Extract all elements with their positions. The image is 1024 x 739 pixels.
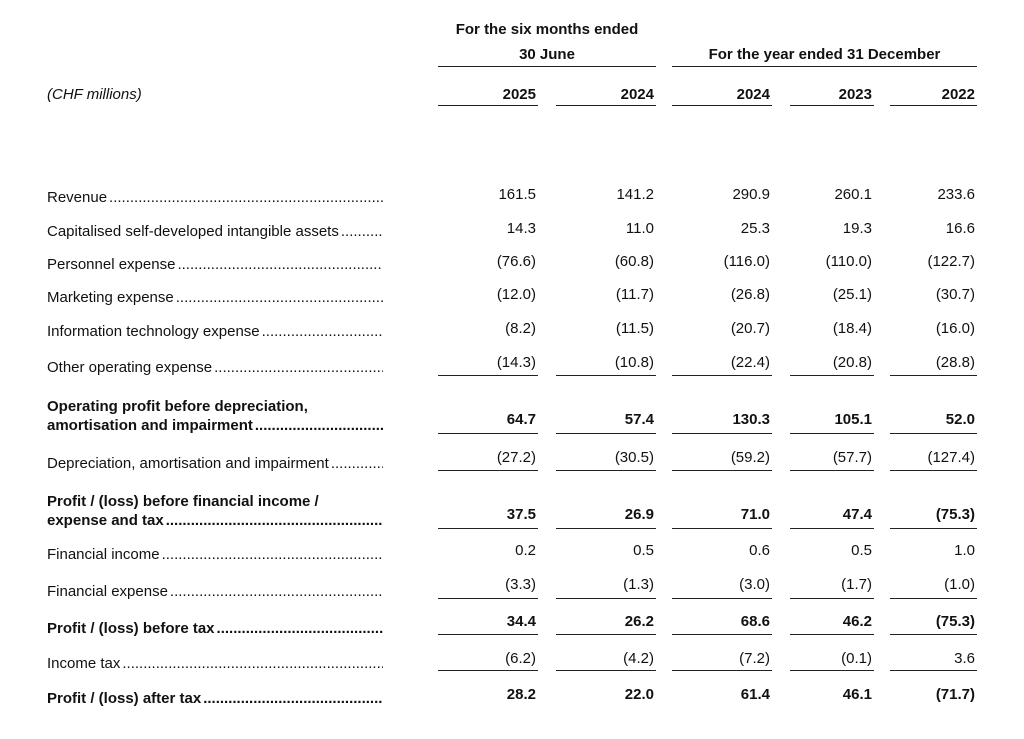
cell: 0.2 — [515, 542, 536, 559]
cell: (7.2) — [739, 650, 770, 667]
cell: 46.1 — [842, 686, 872, 703]
subtotal-rule — [438, 528, 538, 529]
year-rule — [556, 105, 656, 106]
row-label-capitalised-intangibles: Capitalised self-developed intangible assets ..... — [47, 222, 383, 241]
cell: 290.9 — [732, 186, 770, 203]
row-label-profit-after-tax: Profit / (loss) after tax ..... — [47, 689, 383, 708]
cell: (8.2) — [505, 320, 536, 337]
cell: (60.8) — [614, 253, 654, 270]
subtotal-rule — [790, 528, 874, 529]
row-label-financial-expense: Financial expense ..... — [47, 582, 383, 601]
subtotal-rule — [890, 470, 977, 471]
cell: (14.3) — [496, 354, 536, 371]
subtotal-rule — [672, 433, 772, 434]
cell: (110.0) — [825, 253, 872, 270]
cell: 141.2 — [616, 186, 654, 203]
subtotal-rule — [438, 433, 538, 434]
cell: 64.7 — [506, 411, 536, 428]
cell: 37.5 — [506, 506, 536, 523]
cell: 260.1 — [834, 186, 872, 203]
cell: 52.0 — [945, 411, 975, 428]
cell: (30.7) — [935, 286, 975, 303]
subtotal-rule — [790, 433, 874, 434]
cell: (12.0) — [496, 286, 536, 303]
cell: (20.8) — [832, 354, 872, 371]
subtotal-rule — [556, 598, 656, 599]
year-ended-header-rule — [672, 66, 977, 67]
cell: (3.3) — [505, 576, 536, 593]
subtotal-rule — [790, 375, 874, 376]
cell: (3.0) — [739, 576, 770, 593]
cell: (1.3) — [623, 576, 654, 593]
cell: (26.8) — [730, 286, 770, 303]
units-label: (CHF millions) — [47, 86, 142, 103]
cell: 161.5 — [498, 186, 536, 203]
row-label-operating-profit-line2: amortisation and impairment ..... — [47, 416, 383, 435]
cell: (20.7) — [730, 320, 770, 337]
subtotal-rule — [790, 598, 874, 599]
row-label-operating-profit-line1: Operating profit before depreciation, — [47, 398, 308, 415]
year-rule — [438, 105, 538, 106]
cell: (59.2) — [730, 449, 770, 466]
cell: (30.5) — [614, 449, 654, 466]
cell: 28.2 — [506, 686, 536, 703]
cell: 26.2 — [624, 613, 654, 630]
cell: (1.0) — [944, 576, 975, 593]
cell: 68.6 — [740, 613, 770, 630]
cell: (27.2) — [496, 449, 536, 466]
subtotal-rule — [556, 634, 656, 635]
cell: (57.7) — [832, 449, 872, 466]
subtotal-rule — [438, 670, 538, 671]
cell: 71.0 — [740, 506, 770, 523]
cell: (71.7) — [935, 686, 975, 703]
cell: 105.1 — [834, 411, 872, 428]
year-header-2024-h1: 2024 — [620, 86, 654, 103]
subtotal-rule — [790, 670, 874, 671]
cell: (75.3) — [935, 613, 975, 630]
cell: 22.0 — [624, 686, 654, 703]
cell: 14.3 — [506, 220, 536, 237]
cell: 130.3 — [732, 411, 770, 428]
row-label-revenue: Revenue ..... — [47, 188, 383, 207]
subtotal-rule — [556, 470, 656, 471]
six-months-header-rule — [438, 66, 656, 67]
row-label-marketing-expense: Marketing expense ..... — [47, 288, 383, 307]
cell: (122.7) — [927, 253, 975, 270]
row-label-profit-before-tax: Profit / (loss) before tax ..... — [47, 619, 383, 638]
subtotal-rule — [890, 598, 977, 599]
year-header-2022-fy: 2022 — [941, 86, 975, 103]
cell: (11.5) — [615, 320, 654, 337]
subtotal-rule — [556, 433, 656, 434]
cell: (116.0) — [723, 253, 770, 270]
cell: 19.3 — [842, 220, 872, 237]
cell: (76.6) — [496, 253, 536, 270]
cell: (0.1) — [841, 650, 872, 667]
cell: (28.8) — [935, 354, 975, 371]
row-label-profit-before-financial-line1: Profit / (loss) before financial income / — [47, 493, 319, 510]
year-header-2023-fy: 2023 — [838, 86, 872, 103]
cell: 233.6 — [937, 186, 975, 203]
row-label-income-tax: Income tax ..... — [47, 654, 383, 673]
row-label-it-expense: Information technology expense ..... — [47, 322, 383, 341]
year-rule — [672, 105, 772, 106]
cell: (11.7) — [615, 286, 654, 303]
subtotal-rule — [672, 470, 772, 471]
six-months-header-line2: 30 June — [519, 46, 575, 63]
subtotal-rule — [438, 598, 538, 599]
subtotal-rule — [438, 375, 538, 376]
year-rule — [890, 105, 977, 106]
cell: (6.2) — [505, 650, 536, 667]
year-ended-header: For the year ended 31 December — [708, 46, 941, 63]
cell: (16.0) — [935, 320, 975, 337]
row-label-financial-income: Financial income ..... — [47, 545, 383, 564]
cell: 61.4 — [740, 686, 770, 703]
cell: (127.4) — [927, 449, 975, 466]
subtotal-rule — [672, 598, 772, 599]
cell: 0.5 — [851, 542, 872, 559]
cell: 1.0 — [954, 542, 975, 559]
year-rule — [790, 105, 874, 106]
subtotal-rule — [556, 528, 656, 529]
six-months-header-line1: For the six months ended — [455, 21, 639, 38]
row-label-other-operating-expense: Other operating expense ..... — [47, 358, 383, 377]
subtotal-rule — [556, 670, 656, 671]
subtotal-rule — [672, 528, 772, 529]
cell: (75.3) — [935, 506, 975, 523]
subtotal-rule — [438, 634, 538, 635]
cell: 0.6 — [749, 542, 770, 559]
cell: 0.5 — [633, 542, 654, 559]
subtotal-rule — [890, 634, 977, 635]
cell: (22.4) — [730, 354, 770, 371]
row-label-depreciation: Depreciation, amortisation and impairment ..... — [47, 454, 383, 473]
cell: 25.3 — [740, 220, 770, 237]
cell: (4.2) — [623, 650, 654, 667]
row-label-profit-before-financial-line2: expense and tax ..... — [47, 511, 383, 530]
cell: 26.9 — [624, 506, 654, 523]
cell: 34.4 — [506, 613, 536, 630]
subtotal-rule — [890, 528, 977, 529]
cell: 16.6 — [945, 220, 975, 237]
cell: 47.4 — [842, 506, 872, 523]
subtotal-rule — [890, 433, 977, 434]
subtotal-rule — [672, 670, 772, 671]
cell: 3.6 — [954, 650, 975, 667]
cell: 11.0 — [625, 220, 654, 237]
cell: (10.8) — [614, 354, 654, 371]
cell: (18.4) — [832, 320, 872, 337]
cell: (25.1) — [832, 286, 872, 303]
subtotal-rule — [890, 670, 977, 671]
cell: 57.4 — [624, 411, 654, 428]
subtotal-rule — [890, 375, 977, 376]
cell: (1.7) — [841, 576, 872, 593]
year-header-2024-fy: 2024 — [736, 86, 770, 103]
subtotal-rule — [556, 375, 656, 376]
subtotal-rule — [672, 634, 772, 635]
row-label-personnel-expense: Personnel expense ..... — [47, 255, 383, 274]
subtotal-rule — [672, 375, 772, 376]
subtotal-rule — [438, 470, 538, 471]
subtotal-rule — [790, 634, 874, 635]
cell: 46.2 — [842, 613, 872, 630]
year-header-2025-h1: 2025 — [502, 86, 536, 103]
subtotal-rule — [790, 470, 874, 471]
